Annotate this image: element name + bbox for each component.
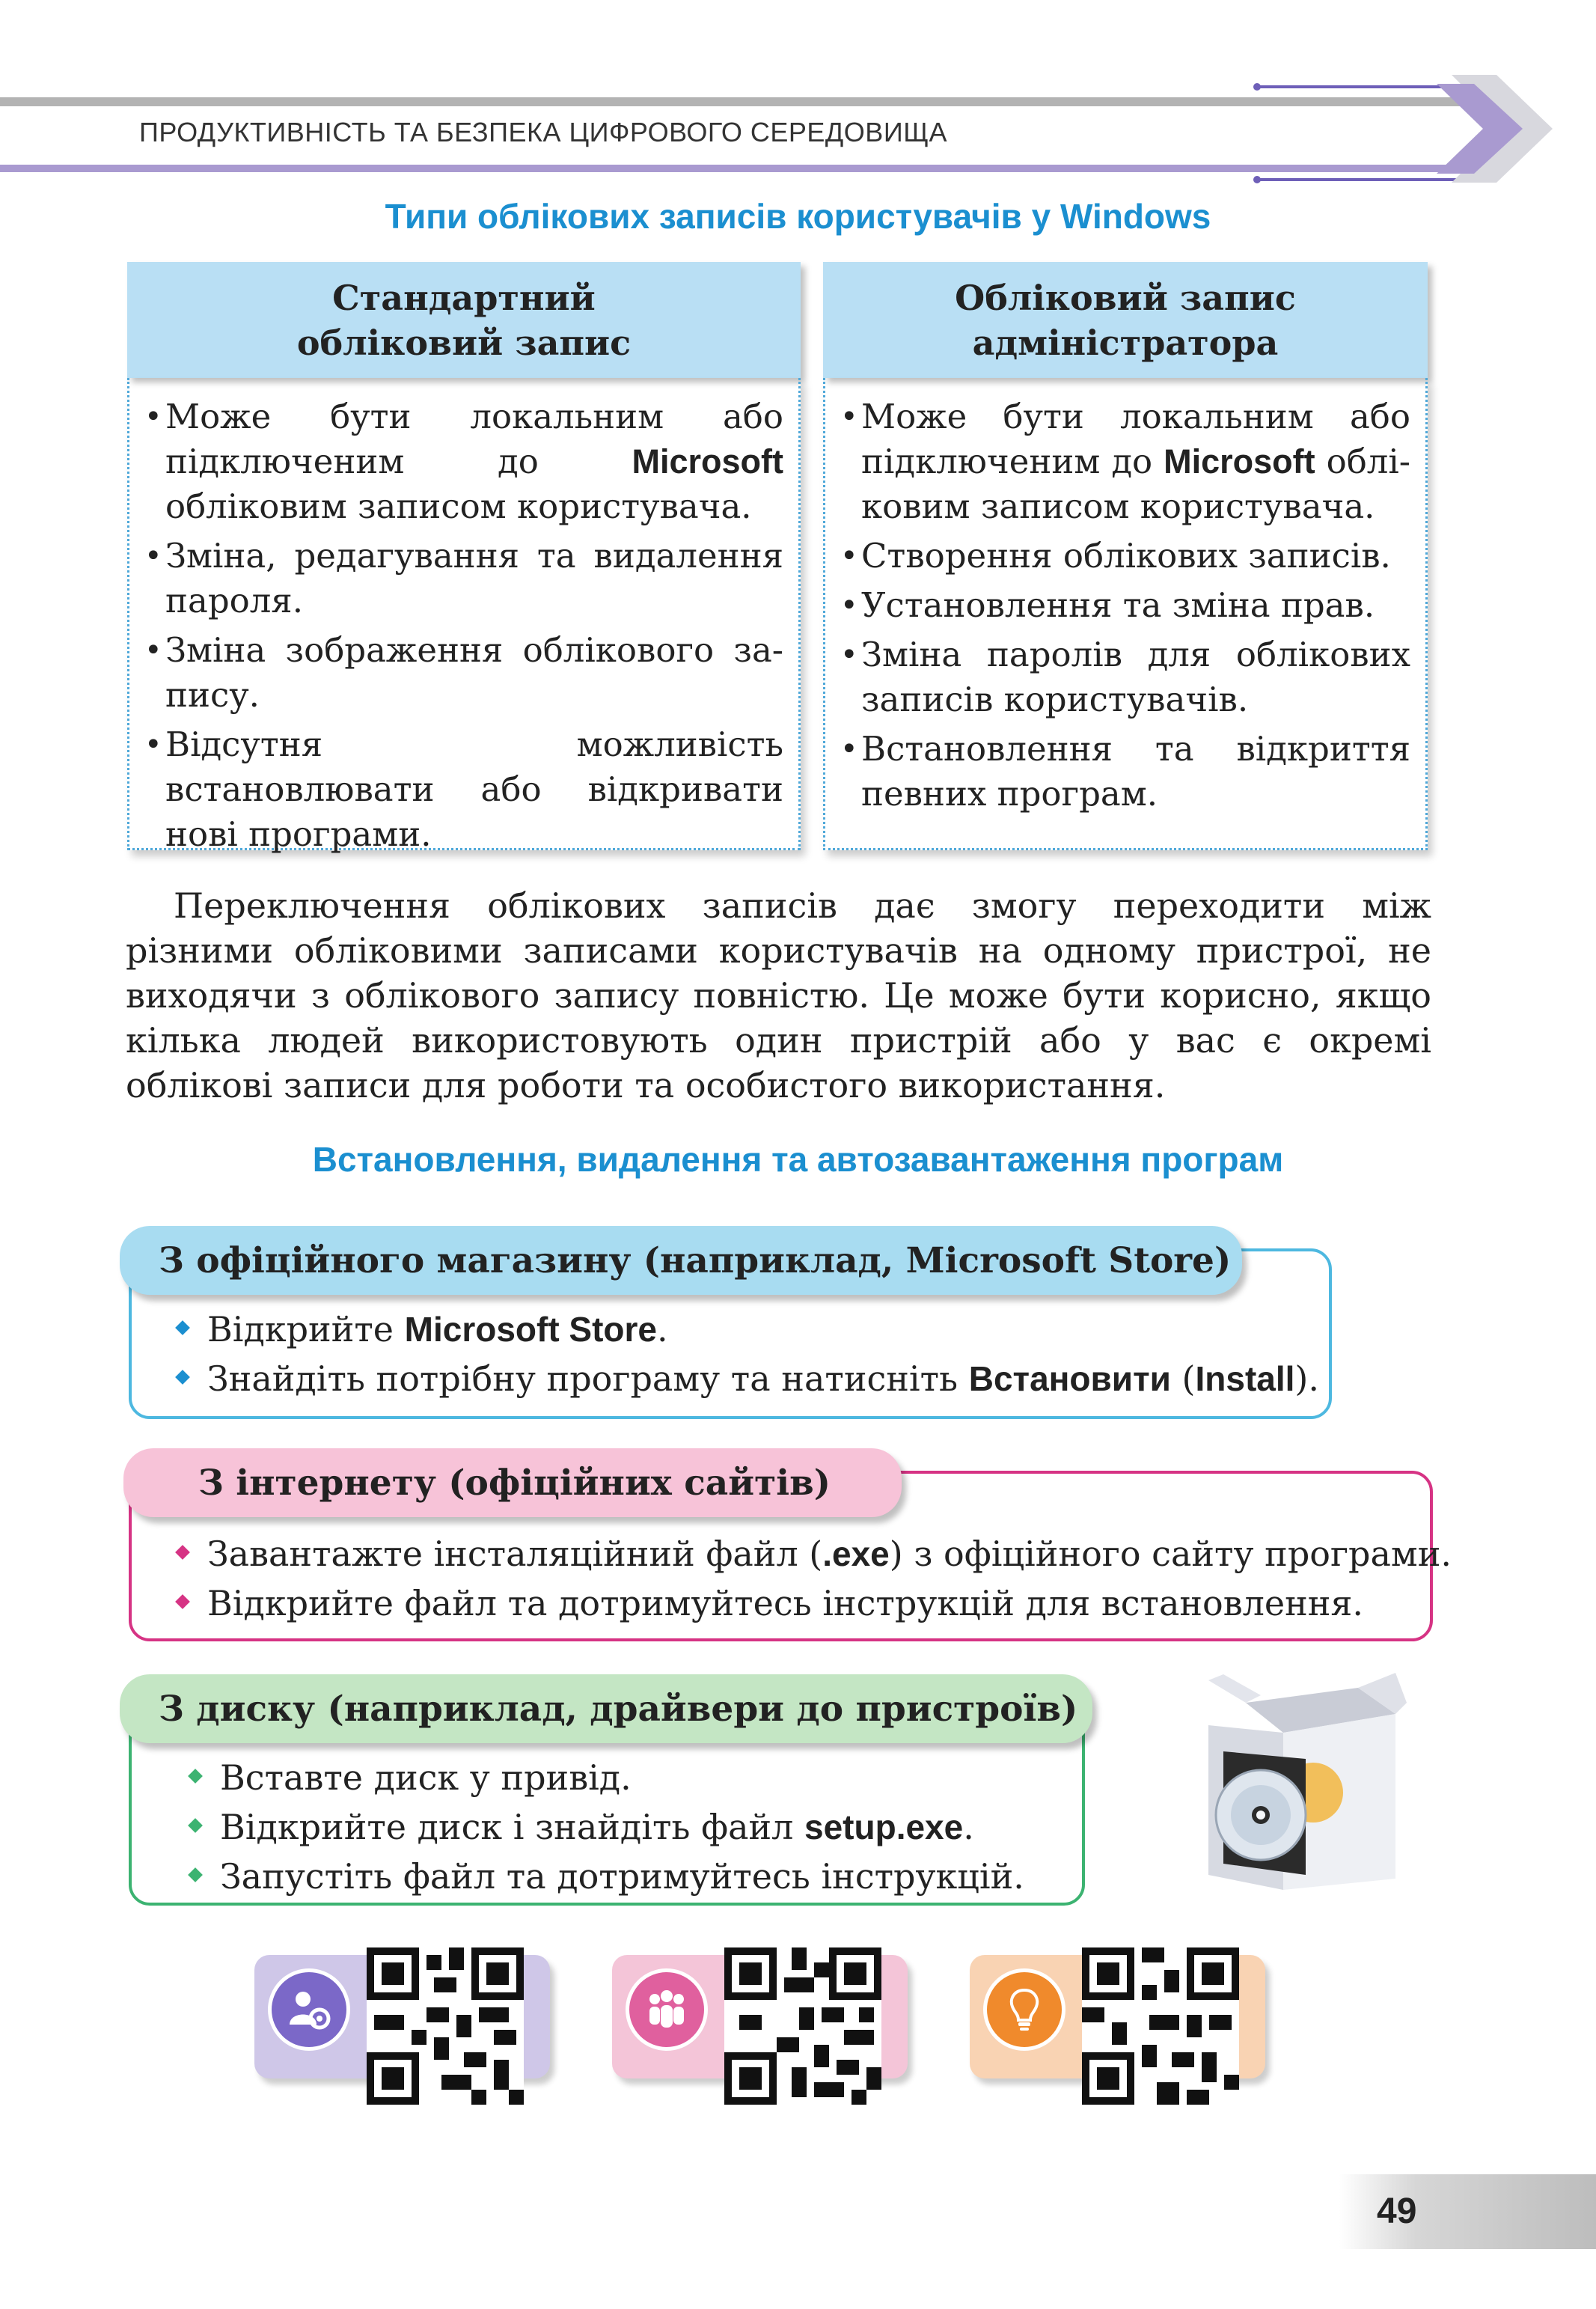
list-item <box>840 727 1410 817</box>
store-heading: З офіційного магазину (наприклад, Microsoft Store) <box>120 1226 1242 1295</box>
header-arrow-icon <box>1212 67 1564 187</box>
step-text: Відкрийте диск і знайдіть файл <box>220 1807 805 1847</box>
step-bold: Microsoft Store <box>404 1310 658 1349</box>
item-text: Зміна, редагування та видалення пароля. <box>165 536 783 620</box>
list-item <box>840 394 1410 529</box>
list-item <box>144 534 783 623</box>
step-bold: setup.exe <box>804 1808 964 1846</box>
list-item <box>840 583 1410 628</box>
qr-code[interactable] <box>367 1947 524 2105</box>
diamond-bullet-icon <box>175 1545 190 1560</box>
item-text: Зміна паролів для облікових записів користувачів. <box>861 635 1410 719</box>
list-item <box>168 1579 1452 1628</box>
list-item <box>168 1354 1319 1403</box>
list-item <box>168 1529 1452 1579</box>
step-text: Вставте диск у привід. <box>220 1757 632 1798</box>
step-text: ( <box>1170 1358 1196 1399</box>
admin-heading-line1: Обліковий запис <box>955 277 1296 318</box>
qr-code[interactable] <box>724 1947 881 2105</box>
lightbulb-icon <box>983 1968 1065 2051</box>
step-text: Завантажте інсталяційний файл ( <box>207 1534 823 1574</box>
qr-card-1[interactable] <box>254 1955 550 2078</box>
user-settings-icon <box>268 1968 350 2051</box>
standard-account-list <box>127 378 801 854</box>
item-text: Установлення та зміна прав. <box>861 585 1375 625</box>
item-text: Зміна зображення облікового запису. <box>165 630 783 715</box>
accounts-title: Типи облікових записів користувачів у Windows <box>385 197 1211 236</box>
step-text: ). <box>1294 1358 1319 1399</box>
admin-account-list <box>823 378 1428 850</box>
brand-name: Microsoft <box>1164 442 1315 481</box>
item-text: Відсутня можливість встановлювати або відкривати нові програми. <box>165 725 783 854</box>
disk-steps <box>181 1753 1024 1901</box>
diamond-bullet-icon <box>188 1818 203 1833</box>
step-bold: Install <box>1195 1359 1295 1398</box>
list-item <box>181 1753 1024 1802</box>
step-bold: Встановити <box>968 1359 1171 1398</box>
step-text: Відкрийте файл та дотримуйтесь інструкцій для встановлення. <box>207 1583 1364 1623</box>
account-switching-paragraph: Переключення облікових записів дає змогу переходити між різними обліковими записами користувачів на одному пристрої, не виходячи з облікового запису повністю. Це може бути корисно, якщо кілька людей використовують один пристрій або у вас є окремі облікові записи для роботи та особистого використання. <box>126 885 1431 1105</box>
item-text: Створення облікових записів. <box>861 536 1391 576</box>
standard-heading-line2: обліковий запис <box>296 322 632 363</box>
diamond-bullet-icon <box>188 1769 203 1784</box>
list-item <box>181 1852 1024 1901</box>
running-title: ПРОДУКТИВНІСТЬ ТА БЕЗПЕКА ЦИФРОВОГО СЕРЕДОВИЩА <box>139 117 947 147</box>
standard-heading-line1: Стандартний <box>332 277 596 318</box>
admin-heading-line2: адміністратора <box>972 322 1279 363</box>
qr-card-3[interactable] <box>970 1955 1265 2078</box>
diamond-bullet-icon <box>175 1320 190 1335</box>
step-text: Знайдіть потрібну програму та натисніть <box>207 1358 969 1399</box>
list-item <box>840 534 1410 579</box>
disk-heading: З диску (наприклад, драйвери до пристроїв) <box>120 1674 1092 1743</box>
standard-account-column <box>127 262 801 854</box>
diamond-bullet-icon <box>175 1594 190 1609</box>
item-text: Може бути локальним або підключеним до <box>861 397 1410 481</box>
step-text: . <box>963 1807 974 1847</box>
store-steps <box>168 1305 1319 1403</box>
step-text: Відкрийте <box>207 1309 405 1349</box>
admin-account-column <box>823 262 1428 850</box>
step-text: ) з офіційного сайту програми. <box>889 1534 1452 1574</box>
page-number: 49 <box>1377 2191 1417 2231</box>
admin-account-heading <box>823 262 1428 378</box>
brand-name: Microsoft <box>632 442 783 481</box>
list-item <box>144 628 783 718</box>
list-item <box>144 394 783 529</box>
qr-code[interactable] <box>1082 1947 1239 2105</box>
step-text: . <box>657 1309 668 1349</box>
install-title: Встановлення, видалення та автозавантаження програм <box>312 1140 1284 1179</box>
item-text: обліковим записом користувача. <box>165 486 752 526</box>
diamond-bullet-icon <box>175 1370 190 1385</box>
list-item <box>144 722 783 857</box>
step-text: Запустіть файл та дотримуйтесь інструкцій. <box>220 1856 1024 1897</box>
page-number-band <box>1339 2174 1596 2249</box>
item-text: обліковим записом користувача. <box>861 442 1410 526</box>
software-box-icon <box>1193 1673 1410 1894</box>
group-icon <box>626 1968 708 2051</box>
item-text: Може бути локальним або підключеним до <box>165 397 783 481</box>
list-item <box>181 1802 1024 1852</box>
item-text: Встановлення та відкриття певних програм. <box>861 729 1410 814</box>
step-bold: .exe <box>822 1534 890 1573</box>
list-item <box>168 1305 1319 1354</box>
standard-account-heading <box>127 262 801 378</box>
diamond-bullet-icon <box>188 1867 203 1882</box>
list-item <box>840 632 1410 722</box>
internet-heading: З інтернету (офіційних сайтів) <box>123 1448 902 1517</box>
qr-card-2[interactable] <box>612 1955 908 2078</box>
internet-steps <box>168 1529 1452 1628</box>
